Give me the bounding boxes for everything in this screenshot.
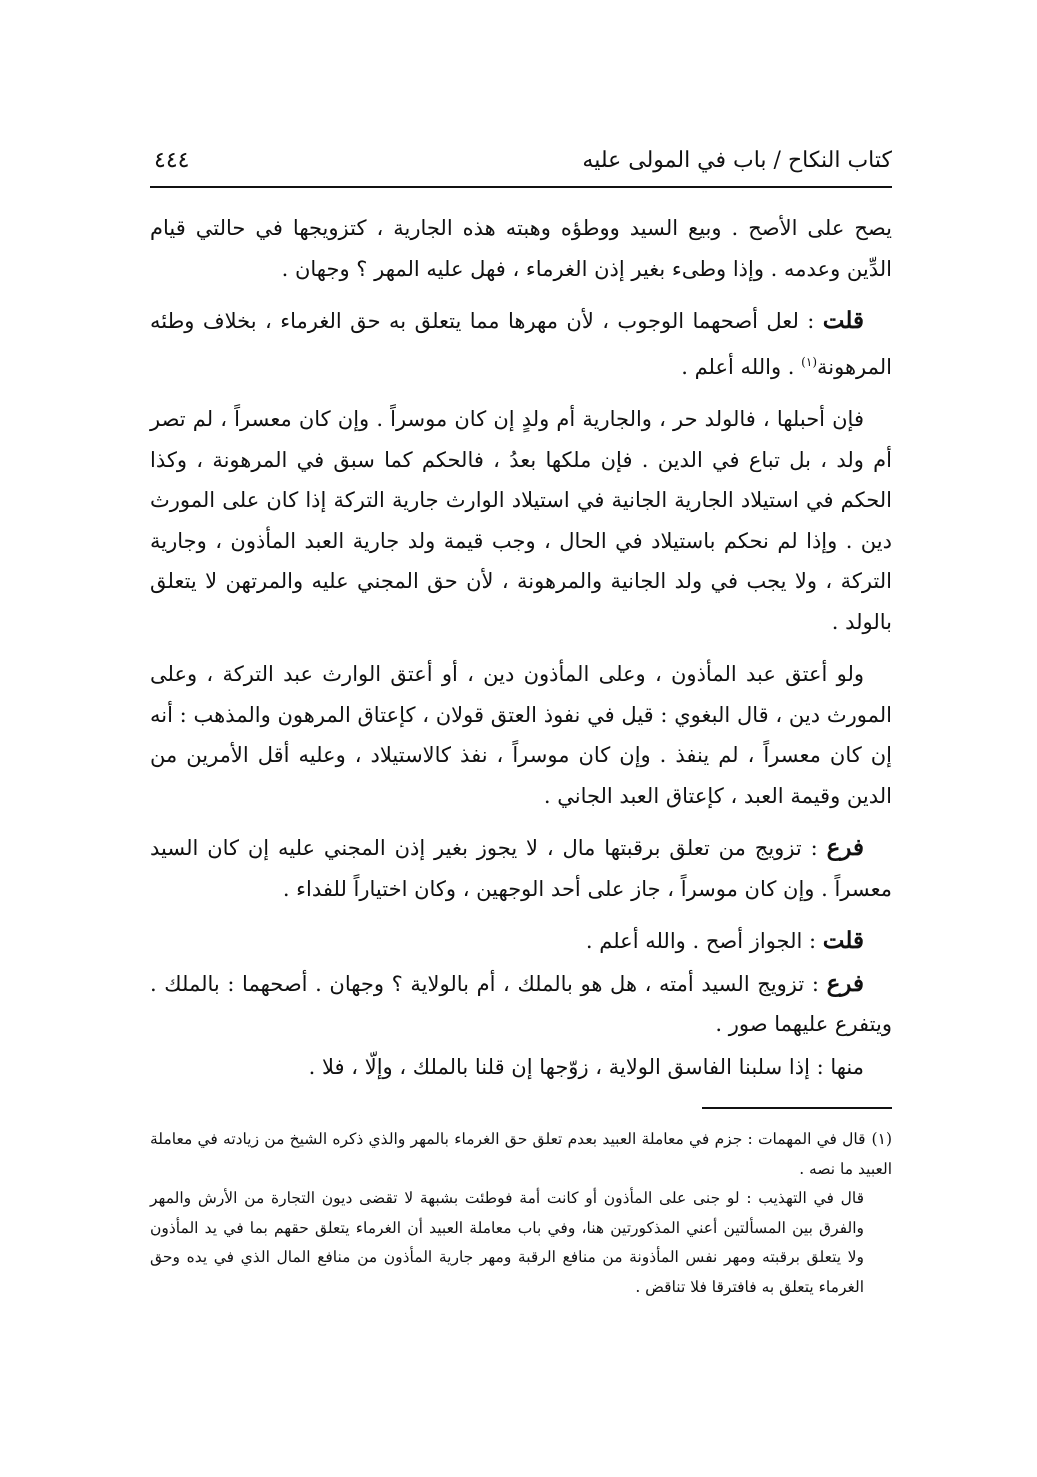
chapter-title: كتاب النكاح / باب في المولى عليه: [582, 148, 892, 173]
paragraph-2: [150, 301, 892, 387]
running-header: [150, 140, 892, 188]
qultu-label: قلت: [822, 307, 864, 334]
paragraph-8: منها : إذا سلبنا الفاسق الولاية ، زوّجها إن قلنا بالملك ، وإلّا ، فلا .: [308, 1054, 864, 1079]
far-label: فرع: [826, 969, 864, 997]
paragraph-2-tail: . والله أعلم .: [681, 354, 795, 379]
paragraph-1: يصح على الأصح . وبيع السيد ووطؤه وهبته هذه الجارية ، كتزويجها في حالتي قيام الدِّين وعدمه . وإذا وطىء بغير إذن الغرماء ، فهل عليه المهر ؟ وجهان .: [150, 216, 892, 281]
paragraph-4: ولو أعتق عبد المأذون ، وعلى المأذون دين ، أو أعتق الوارث عبد التركة ، وعلى المورث دين ، قال البغوي : قيل في نفوذ العتق قولان ، كإعتاق المرهون والمذهب : أنه إن كان معسراً ، لم ينفذ . وإن كان موسراً ، نفذ كالاستيلاد ، وعليه أقل الأمرين من الدين وقيمة العبد ، كإعتاق العبد الجاني .: [150, 662, 892, 808]
paragraph-7: [150, 964, 892, 1045]
page-number: ٤٤٤: [154, 148, 190, 173]
qultu-label: قلت: [822, 927, 864, 954]
footnote-1-text: قال في المهمات : جزم في معاملة العبيد بعدم تعلق حق الغرماء بالمهر والذي ذكره الشيخ من زيادته في معاملة العبيد ما نصه .: [150, 1130, 892, 1178]
book-page: [150, 140, 892, 1302]
footnote-ref[interactable]: (١): [801, 354, 817, 369]
footnote-1-continuation: قال في التهذيب : لو جنى على المأذون أو كانت أمة فوطئت بشبهة لا تقضى ديون التجارة من الأرش والمهر والفرق بين المسألتين أعني المذكورتين هنا، وفي باب معاملة العبيد أن الغرماء يتعلق حقهم بما في يد المأذون ولا يتعلق برقبته ومهر نفس المأذونة من منافع الرقبة ومهر جارية المأذون من منافع المال الذي في يده وحق الغرماء يتعلق به فافترقا فلا تناقض .: [150, 1189, 864, 1296]
paragraph-3: فإن أحبلها ، فالولد حر ، والجارية أم ولدٍ إن كان موسراً . وإن كان معسراً ، لم تصر أم ولد ، بل تباع في الدين . فإن ملكها بعدُ ، فالحكم كما سبق في المرهونة ، وكذا الحكم في استيلاد الجارية الجانية في استيلاد الوارث جارية التركة إذا كان على المورث دين . وإذا لم نحكم باستيلاد في الحال ، وجب قيمة ولد جارية العبد المأذون ، وجارية التركة ، ولا يجب في ولد الجانية والمرهونة ، لأن حق المجني عليه والمرتهن لا يتعلق بالولد .: [150, 407, 892, 634]
paragraph-6: [150, 921, 892, 962]
footnote-number: (١): [871, 1130, 892, 1148]
paragraph-5: [150, 828, 892, 909]
paragraph-5-text: : تزويج من تعلق برقبتها مال ، لا يجوز بغير إذن المجني عليه إن كان السيد معسراً . وإن كان موسراً ، جاز على أحد الوجهين ، وكان اختياراً للفداء .: [150, 836, 892, 901]
far-label: فرع: [826, 834, 864, 861]
main-text: [150, 208, 892, 1087]
paragraph-2-text: : لعل أصحهما الوجوب ، لأن مهرها مما يتعلق به حق الغرماء ، بخلاف وطئه المرهونة: [150, 309, 892, 379]
paragraph-7-text: : تزويج السيد أمته ، هل هو بالملك ، أم بالولاية ؟ وجهان . أصحهما : بالملك . ويتفرع عليهما صور .: [150, 971, 892, 1036]
footnote-divider: [702, 1107, 892, 1109]
footnote-1: [150, 1125, 892, 1184]
footnotes: [150, 1125, 892, 1302]
paragraph-6-text: : الجواز أصح . والله أعلم .: [585, 929, 817, 953]
